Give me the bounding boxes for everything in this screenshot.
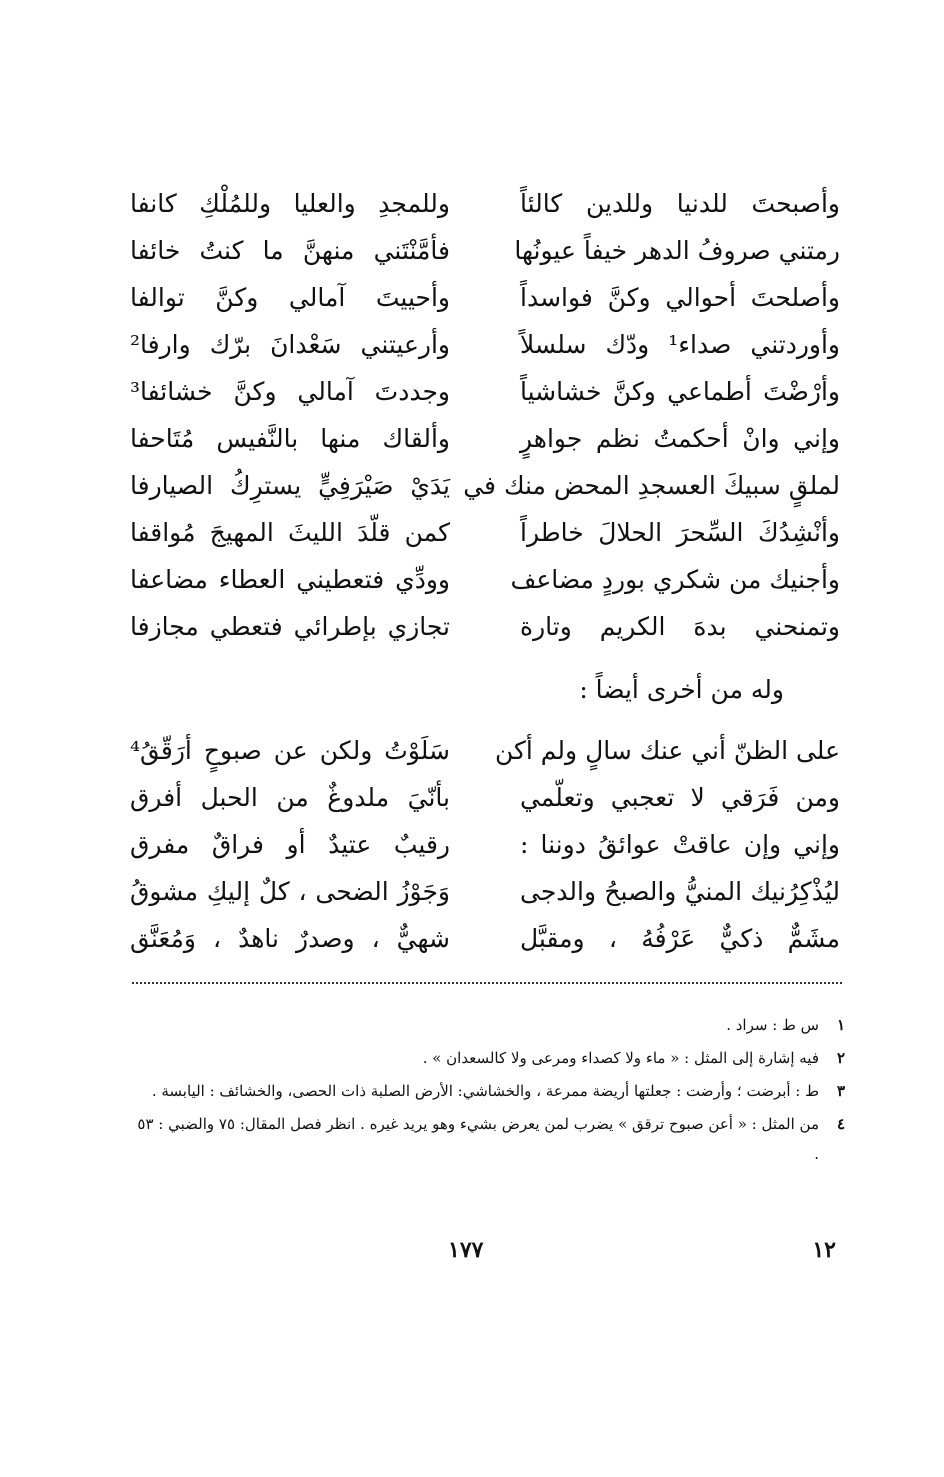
footnote-number: ٣ (836, 1082, 845, 1100)
verse (130, 462, 840, 509)
verse-first-hemistich: على الظنّ أني عنك سالٍ ولم أكن (494, 736, 840, 765)
verse-first-hemistich: وأوردتني صداء¹ ودّك سلسلاً (520, 330, 840, 359)
footnote-number: ١ (836, 1016, 845, 1034)
verse (130, 868, 840, 915)
verse-first-hemistich: ومن فَرَقي لا تعجبي وتعلّمي (520, 783, 840, 812)
verse-second-hemistich: كمن قلّدَ الليثَ المهيجَ مُواقفا (130, 518, 450, 547)
verse-second-hemistich: تجازي بإطرائي فتعطي مجازفا (130, 612, 450, 641)
verse-second-hemistich: وأحييتَ آمالي وكنَّ توالفا (130, 283, 450, 312)
verse (130, 368, 840, 415)
verse (130, 774, 840, 821)
verse (130, 556, 840, 603)
verse (130, 509, 840, 556)
footnote-text: س ط : سراد . (726, 1016, 819, 1034)
footnote (130, 1010, 845, 1040)
verse-second-hemistich: وودِّي فتعطيني العطاء مضاعفا (130, 565, 450, 594)
verse-first-hemistich: وأصبحتَ للدنيا وللدين كالئاً (520, 189, 840, 218)
verse-second-hemistich: سَلَوْتُ ولكن عن صبوحٍ أرَقّقُ⁴ (130, 736, 450, 765)
verse-first-hemistich: ليُذْكِرُنيك المنيُّ والصبحُ والدجى (520, 877, 840, 906)
verse-second-hemistich: وألقاك منها بالنَّفيس مُتَاحفا (130, 424, 450, 453)
verse-first-hemistich: وأصلحتَ أحوالي وكنَّ فواسداً (520, 283, 840, 312)
verse (130, 727, 840, 774)
footnote (130, 1043, 845, 1073)
verse-second-hemistich: يَدَيْ صَيْرَفِيٍّ يسترِكُ الصيارفا (130, 471, 450, 500)
footnote-number: ٤ (836, 1115, 845, 1133)
verse-second-hemistich: بأنّيَ ملدوغٌ من الحبل أفرق (130, 783, 450, 812)
verse-first-hemistich: لملقٍ سبيكَ العسجدِ المحض منك في (463, 471, 840, 500)
verse (130, 321, 840, 368)
verse (130, 415, 840, 462)
footnote-text: فيه إشارة إلى المثل : « ماء ولا كصداء ومرعى ولا كالسعدان » . (422, 1049, 819, 1067)
footnote (130, 1076, 845, 1106)
verse (130, 180, 840, 227)
poem-1 (130, 180, 840, 650)
footnote-number: ٢ (836, 1049, 845, 1067)
footnote (130, 1109, 845, 1169)
verse (130, 274, 840, 321)
verse (130, 915, 840, 962)
page-number: ١٧٧ (448, 1237, 484, 1263)
verse-second-hemistich: وَجَوْزُ الضحى ، كلٌ إليكِ مشوقُ (130, 877, 450, 906)
footnote-text: ط : أبرضت ؛ وأرضت : جعلتها أريضة ممرعة ، والخشاشي: الأرض الصلبة ذات الحصى، والخشائف : اليابسة . (151, 1082, 819, 1100)
verse-first-hemistich: وأجنيك من شكري بوردٍ مضاعف (510, 565, 840, 594)
footnotes (130, 1010, 845, 1172)
verse-first-hemistich: وأنْشِدُكَ السِّحرَ الحلالَ خاطراً (520, 518, 840, 547)
verse-first-hemistich: وأرْضْتَ أطماعي وكنَّ خشاشياً (520, 377, 840, 406)
verse (130, 603, 840, 650)
verse-first-hemistich: مشَمٌّ ذكيٌّ عَرْفُهُ ، ومقبَّل (520, 924, 840, 953)
footnote-text: من المثل : « أعن صبوح ترقق » يضرب لمن يعرض بشيء وهو يريد غيره . انظر فصل المقال: ٧٥ والضبي : ٥٣ . (137, 1115, 819, 1163)
verse (130, 227, 840, 274)
verse-second-hemistich: رقيبٌ عتيدٌ أو فراقٌ مفرق (130, 830, 450, 859)
verse-first-hemistich: رمتني صروفُ الدهر خيفاً عيونُها (514, 236, 840, 265)
poem-2 (130, 727, 840, 962)
verse-second-hemistich: وأرعيتني سَعْدانَ برّك وارفا² (130, 330, 450, 359)
verse-first-hemistich: وإني وانْ أحكمتُ نظم جواهرٍ (520, 424, 840, 453)
verse-first-hemistich: وتمنحني بدهَ الكريم وتارة (520, 612, 840, 641)
verse-first-hemistich: وإني وإن عاقتْ عوائقُ دوننا : (520, 830, 840, 859)
verse (130, 821, 840, 868)
signature-mark: ١٢ (812, 1237, 836, 1263)
verse-second-hemistich: وللمجدِ والعليا وللمُلْكِ كانفا (130, 189, 450, 218)
footnote-divider (132, 982, 842, 984)
poem-introduction: وله من أخرى أيضاً : (579, 675, 784, 704)
verse-second-hemistich: وجددتَ آمالي وكنَّ خشائفا³ (130, 377, 450, 406)
verse-second-hemistich: شهيٌّ ، وصدرٌ ناهدٌ ، وَمُعَنَّق (130, 924, 450, 953)
verse-second-hemistich: فأمَّنْتَني منهنَّ ما كنتُ خائفا (130, 236, 450, 265)
